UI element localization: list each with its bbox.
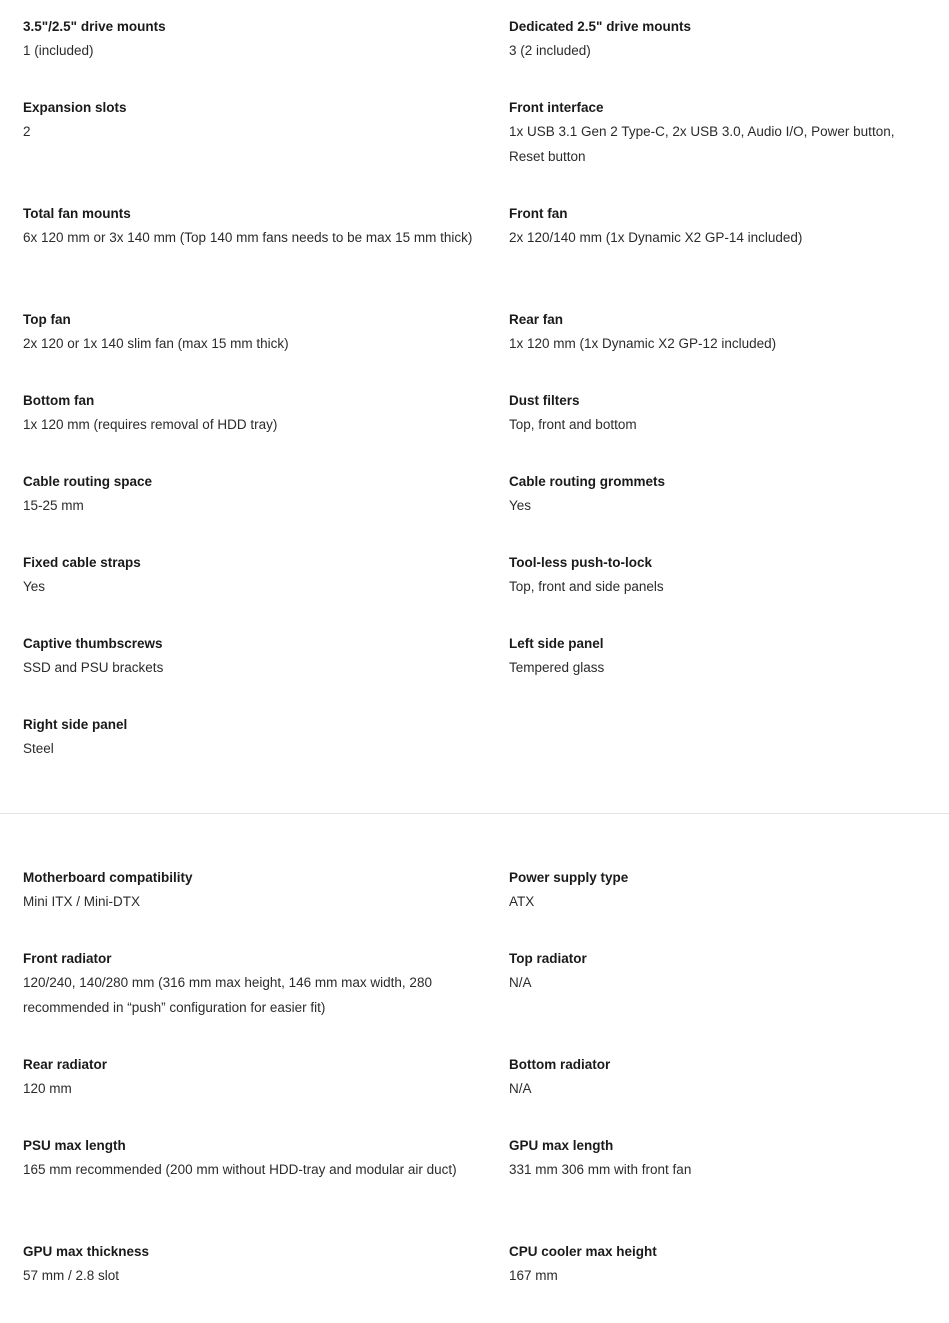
spec-value: 1 (included) xyxy=(23,43,94,58)
spec-value: 167 mm xyxy=(509,1268,558,1283)
spec-label: GPU max length xyxy=(509,1138,614,1153)
spec-label: Front interface xyxy=(509,100,604,115)
spec-item xyxy=(509,553,937,634)
section-divider xyxy=(0,813,949,814)
spec-value: ATX xyxy=(509,894,535,909)
spec-value: 331 mm 306 mm with front fan xyxy=(509,1162,692,1177)
spec-item xyxy=(509,17,937,98)
spec-label: PSU max length xyxy=(23,1138,126,1153)
spec-item xyxy=(23,949,509,1055)
spec-item xyxy=(509,868,937,949)
spec-label: Captive thumbscrews xyxy=(23,636,163,651)
spec-label: Motherboard compatibility xyxy=(23,870,193,885)
spec-label: GPU max thickness xyxy=(23,1244,150,1259)
spec-item xyxy=(23,204,509,310)
spec-value: 1x USB 3.1 Gen 2 Type-C, 2x USB 3.0, Audio I/O, Power button, Reset button xyxy=(509,124,895,164)
spec-label: Tool-less push-to-lock xyxy=(509,555,653,570)
spec-label: Cable routing grommets xyxy=(509,474,666,489)
spec-item xyxy=(23,98,509,204)
spec-item xyxy=(23,634,509,715)
spec-label: Left side panel xyxy=(509,636,604,651)
spec-item xyxy=(23,715,509,796)
spec-label: CPU cooler max height xyxy=(509,1244,657,1259)
spec-label: Cable routing space xyxy=(23,474,153,489)
specs-section-compatibility xyxy=(23,868,937,1323)
spec-value: Yes xyxy=(509,498,532,513)
spec-label: Front fan xyxy=(509,206,568,221)
spec-label: 3.5"/2.5" drive mounts xyxy=(23,19,166,34)
spec-label: Top fan xyxy=(23,312,71,327)
spec-value: 57 mm / 2.8 slot xyxy=(23,1268,120,1283)
spec-label: Bottom radiator xyxy=(509,1057,611,1072)
spec-value: 120 mm xyxy=(23,1081,72,1096)
spec-item xyxy=(509,98,937,204)
spec-label: Fixed cable straps xyxy=(23,555,141,570)
spec-item xyxy=(509,310,937,391)
spec-label: Expansion slots xyxy=(23,100,127,115)
spec-value: 2x 120/140 mm (1x Dynamic X2 GP-14 included) xyxy=(509,230,803,245)
spec-item xyxy=(509,1242,937,1323)
spec-item xyxy=(509,472,937,553)
spec-label: Total fan mounts xyxy=(23,206,131,221)
spec-item xyxy=(23,868,509,949)
spec-value: SSD and PSU brackets xyxy=(23,660,164,675)
spec-label: Rear fan xyxy=(509,312,564,327)
spec-item xyxy=(23,1055,509,1136)
spec-label: Power supply type xyxy=(509,870,629,885)
spec-value: 15-25 mm xyxy=(23,498,84,513)
spec-item xyxy=(23,1136,509,1242)
spec-item xyxy=(23,553,509,634)
spec-item xyxy=(23,1242,509,1323)
spec-grid xyxy=(23,17,937,796)
spec-item xyxy=(509,949,937,1055)
spec-item xyxy=(509,634,937,715)
spec-item xyxy=(509,204,937,310)
spec-value: N/A xyxy=(509,1081,532,1096)
spec-item xyxy=(23,17,509,98)
spec-value: Yes xyxy=(23,579,46,594)
spec-label: Dedicated 2.5" drive mounts xyxy=(509,19,691,34)
spec-value: Tempered glass xyxy=(509,660,605,675)
spec-value: Top, front and side panels xyxy=(509,579,664,594)
spec-grid xyxy=(23,868,937,1323)
spec-value: Steel xyxy=(23,741,54,756)
spec-item xyxy=(23,472,509,553)
spec-item xyxy=(509,391,937,472)
specs-section-drives-fans xyxy=(23,17,937,796)
spec-item xyxy=(509,1136,937,1242)
spec-value: 3 (2 included) xyxy=(509,43,591,58)
spec-value: 165 mm recommended (200 mm without HDD-tray and modular air duct) xyxy=(23,1162,457,1177)
spec-item xyxy=(23,391,509,472)
spec-label: Right side panel xyxy=(23,717,128,732)
spec-label: Bottom fan xyxy=(23,393,95,408)
spec-value: Mini ITX / Mini-DTX xyxy=(23,894,141,909)
spec-label: Rear radiator xyxy=(23,1057,108,1072)
spec-value: 120/240, 140/280 mm (316 mm max height, 146 mm max width, 280 recommended in “push” configuration for easier fit) xyxy=(23,975,432,1015)
spec-value: 2 xyxy=(23,124,31,139)
spec-value: Top, front and bottom xyxy=(509,417,637,432)
spec-value: 2x 120 or 1x 140 slim fan (max 15 mm thick) xyxy=(23,336,289,351)
spec-label: Dust filters xyxy=(509,393,580,408)
spec-value: 6x 120 mm or 3x 140 mm (Top 140 mm fans needs to be max 15 mm thick) xyxy=(23,230,473,245)
spec-item xyxy=(23,310,509,391)
spec-item xyxy=(509,1055,937,1136)
spec-value: 1x 120 mm (1x Dynamic X2 GP-12 included) xyxy=(509,336,777,351)
spec-value: 1x 120 mm (requires removal of HDD tray) xyxy=(23,417,278,432)
spec-label: Top radiator xyxy=(509,951,587,966)
spec-label: Front radiator xyxy=(23,951,112,966)
spec-value: N/A xyxy=(509,975,532,990)
